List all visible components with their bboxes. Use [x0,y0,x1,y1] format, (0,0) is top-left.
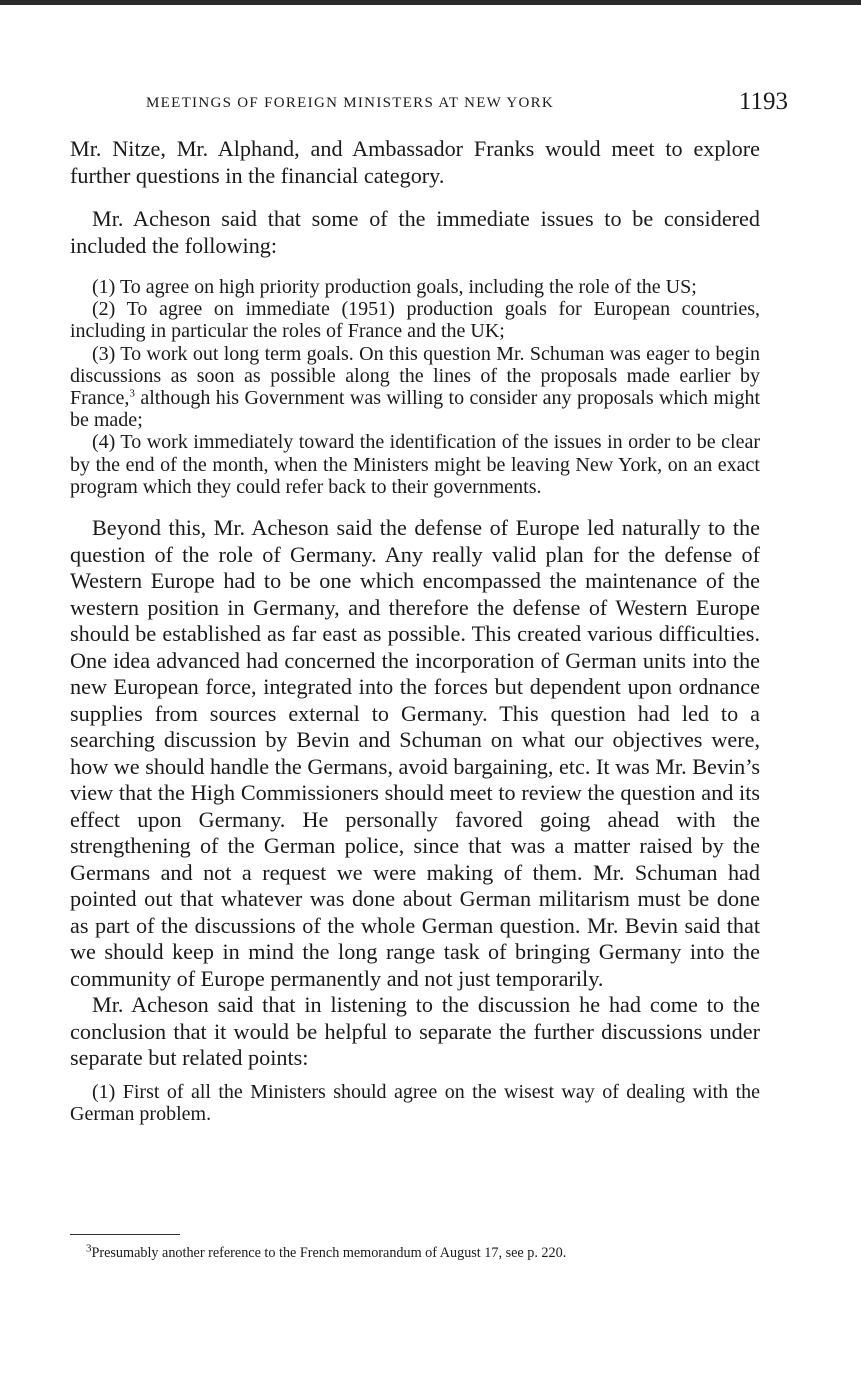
list-item: (2) To agree on immediate (1951) production goals for European countries, including in particular the roles of France and the UK; [70,298,760,343]
page-number: 1193 [738,88,788,115]
page-body [70,136,760,1125]
page-header [70,88,788,118]
list-item-text: (3) To work out long term goals. On this question Mr. Schuman was eager to begin discussions as soon as possible along the lines of the proposals made earlier by France, [70,342,760,410]
list-item-text: although his Government was willing to consider any proposals which might be made; [70,387,760,432]
footnote-text: Presumably another reference to the French memorandum of August 17, see p. 220. [91,1245,567,1261]
paragraph-nitze: Mr. Nitze, Mr. Alphand, and Ambassador Franks would meet to explore further questions in the financial category. [70,136,760,188]
paragraph-germany: Beyond this, Mr. Acheson said the defense of Europe led naturally to the question of the role of Germany. Any really valid plan for the defense of Western Europe had to be one which encompassed the maintenance of the western position in Germany, and therefore the defense of Western Europe should be established as far east as possible. This created various difficulties. One idea advanced had concerned the incorporation of German units into the new European force, integrated into the forces but dependent upon ordnance supplies from sources external to Germany. This question had led to a searching discussion by Bevin and Schuman on what our objectives were, how we should handle the Germans, avoid bargaining, etc. It was Mr. Bevin’s view that the High Commissioners should meet to review the question and its effect upon Germany. He personally favored going ahead with the strengthening of the German police, since that was a matter raised by the Germans and not a request we were making of them. Mr. Schuman had pointed out that whatever was done about German militarism must be done as part of the discussions of the whole German question. Mr. Bevin said that we should keep in mind the long range task of bringing Germany into the community of Europe permanently and not just temporarily. [70,515,760,991]
paragraph-acheson-issues: Mr. Acheson said that some of the immediate issues to be considered included the following: [70,206,760,258]
footnote-ref: 3 [129,387,135,400]
footnote [70,1242,760,1262]
list-item: (1) To agree on high priority production goals, including the role of the US; [92,276,697,298]
list-item [70,343,760,432]
issues-list [70,276,760,498]
footnote-marker: 3 [86,1242,92,1255]
paragraph-acheson-points: Mr. Acheson said that in listening to the discussion he had come to the conclusion that it would be helpful to separate the further discussions under separate but related points: [70,992,760,1071]
top-border [0,0,861,5]
footnote-divider [70,1234,180,1235]
running-head: MEETINGS OF FOREIGN MINISTERS AT NEW YORK [146,95,555,111]
list-item: (4) To work immediately toward the identification of the issues in order to be clear by the end of the month, when the Ministers might be leaving New York, on an exact program which they could refer back to their governments. [70,431,760,498]
list-item: (1) First of all the Ministers should agree on the wisest way of dealing with the German problem. [70,1080,760,1125]
